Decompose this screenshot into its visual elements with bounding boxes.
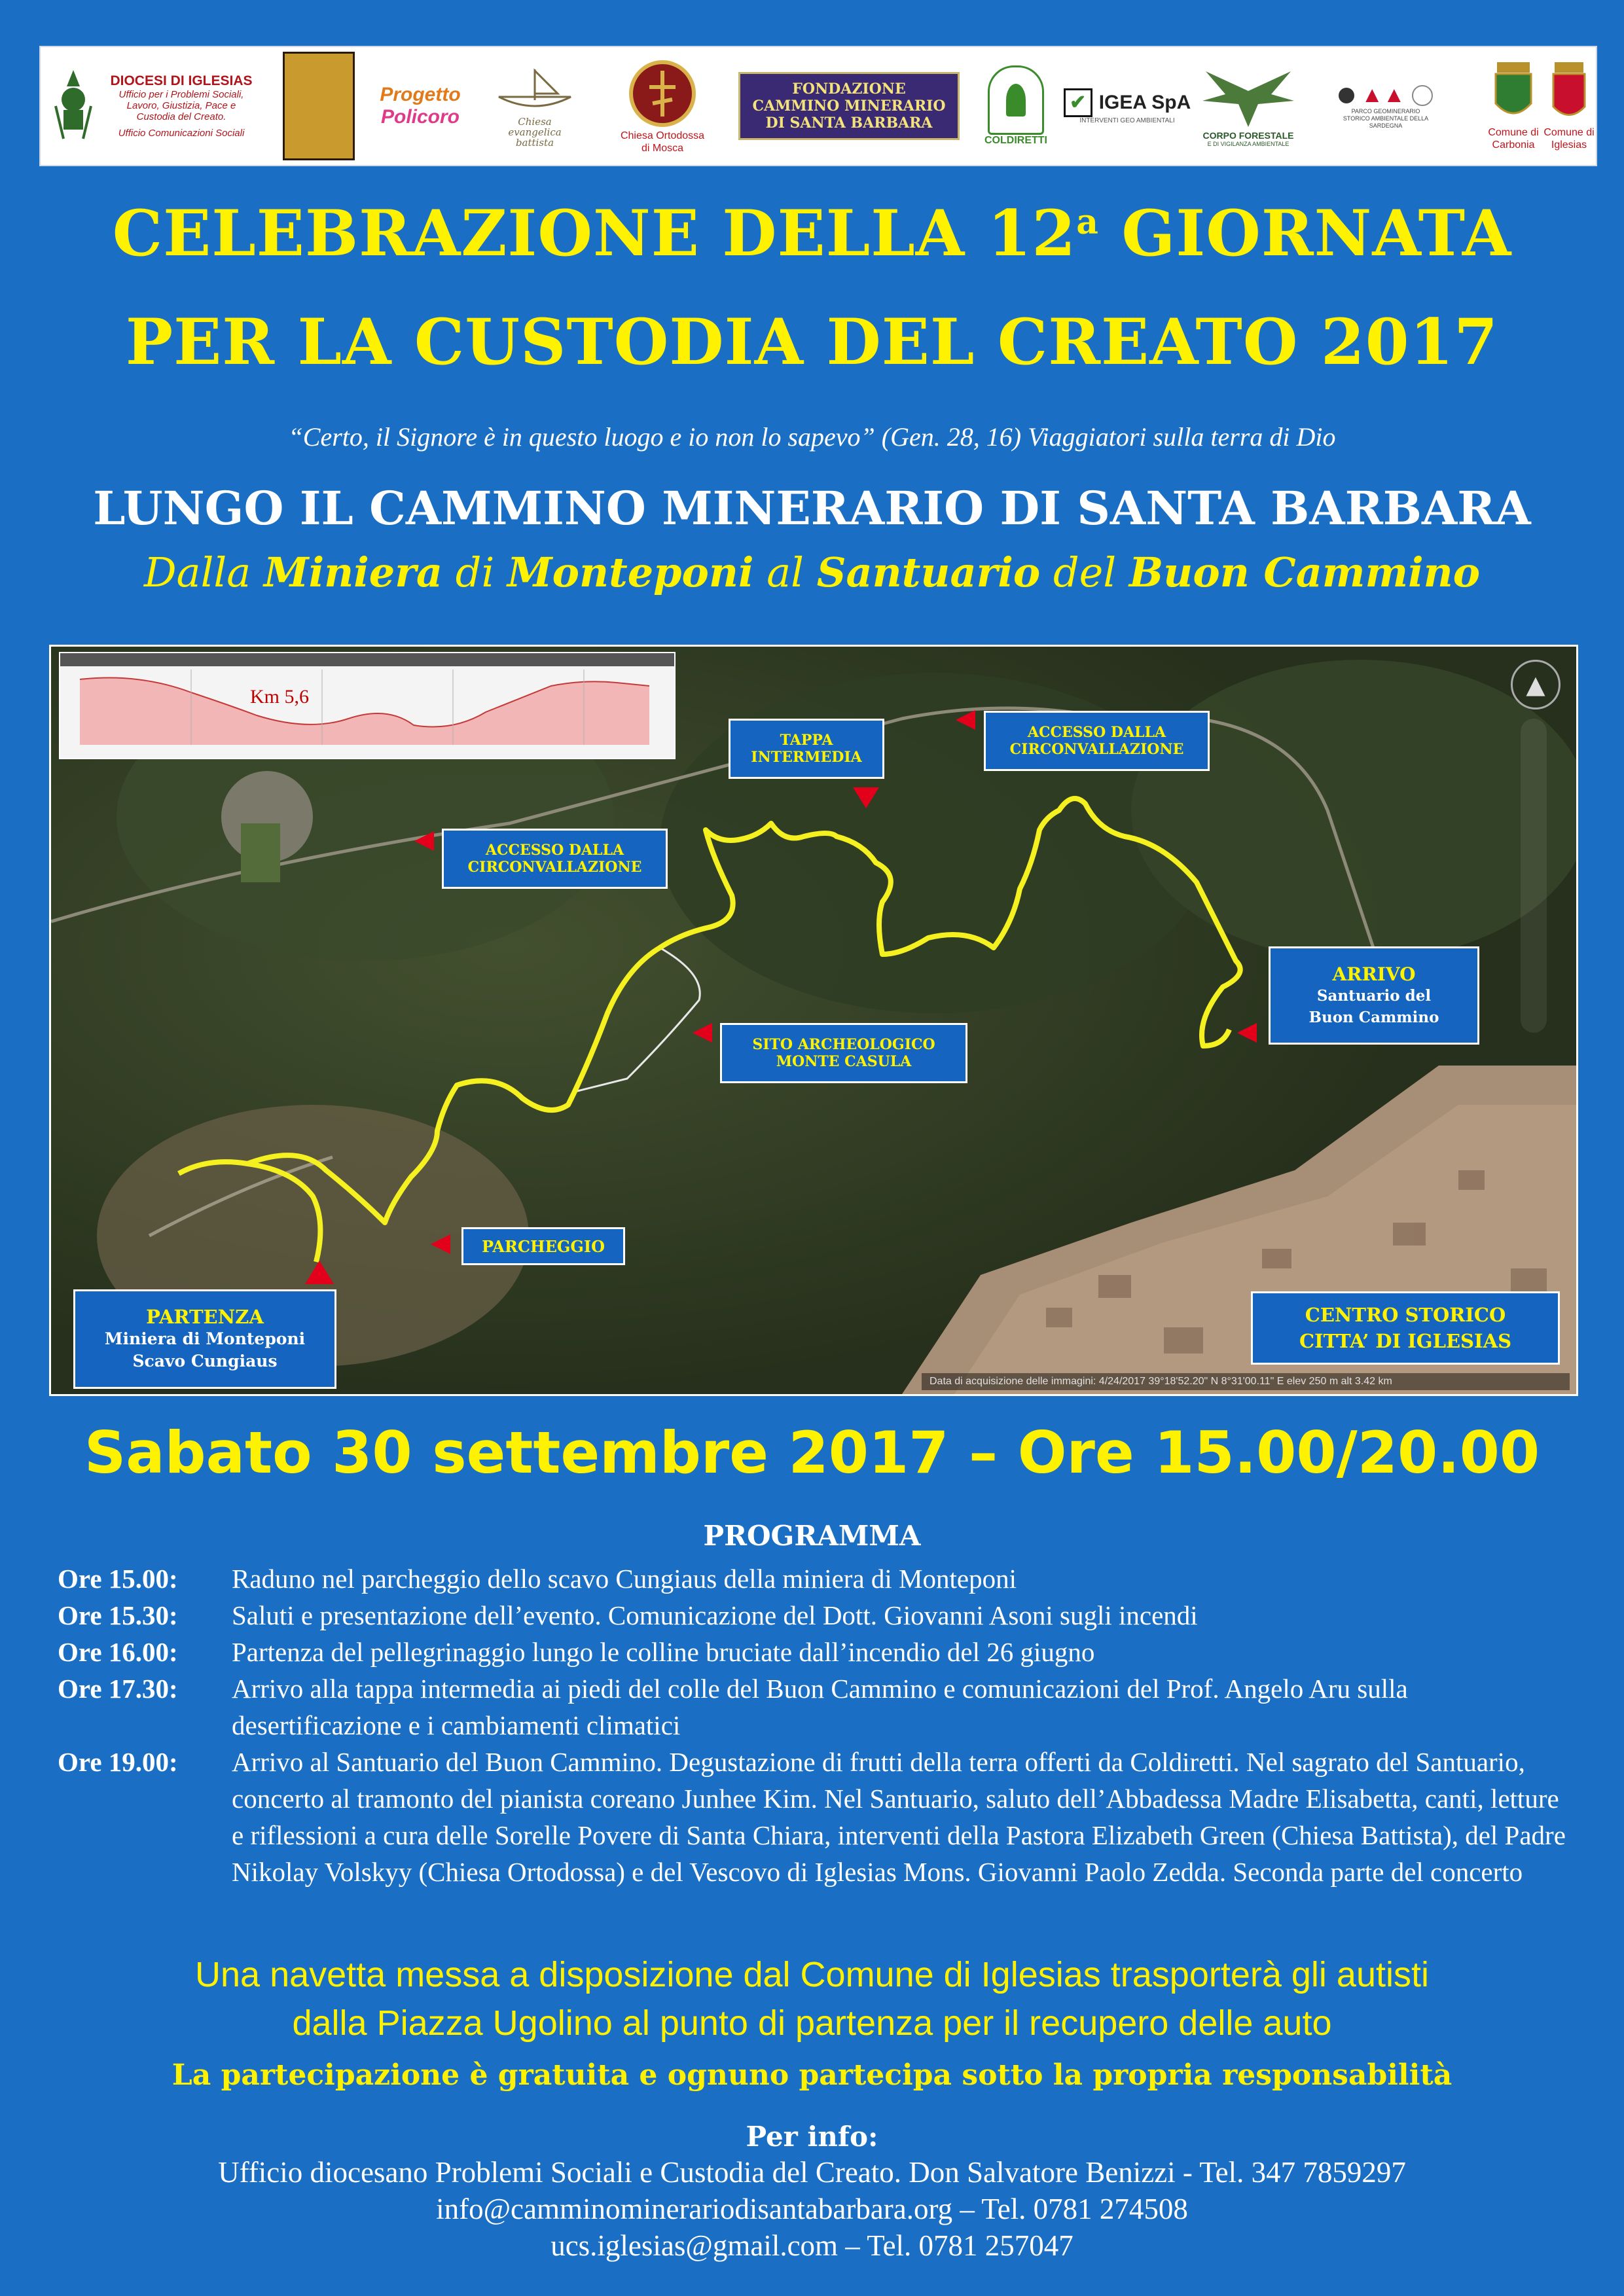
label-parcheggio: [461, 1227, 625, 1265]
route-word: Monteponi: [507, 548, 754, 596]
chiesa-ortodossa-logo: [610, 47, 715, 165]
igea-sub: INTERVENTI GEO AMBIENTALI: [1079, 117, 1175, 124]
leaf-icon: [988, 65, 1044, 135]
headline-line-1: [0, 196, 1624, 270]
label-sito-archeologico: [720, 1023, 967, 1083]
label-line: INTERMEDIA: [751, 749, 862, 766]
iglesias-line: Comune di: [1543, 127, 1595, 138]
progetto-label: Progetto: [380, 84, 461, 105]
forestale-line: E DI VIGILANZA AMBIENTALE: [1207, 141, 1290, 147]
check-icon: ✔: [1064, 88, 1092, 117]
diocesi-line: Custodia del Creato.: [136, 111, 226, 122]
label-line: CENTRO STORICO: [1305, 1304, 1506, 1326]
marker-partenza: [305, 1261, 334, 1284]
coldiretti-logo: [983, 47, 1049, 165]
diocesi-line: Lavoro, Giustizia, Pace e: [126, 100, 236, 111]
label-line: Miniera di Monteponi: [104, 1329, 306, 1348]
sacred-icon: [283, 47, 355, 165]
globe-icon: [1339, 88, 1354, 103]
route-word: di: [455, 548, 495, 596]
mountains-icon: ▲▲: [1361, 82, 1405, 107]
shuttle-line: Una navetta messa a disposizione dal Comune di Iglesias trasporterà gli autisti: [195, 1955, 1429, 1994]
shuttle-line: dalla Piazza Ugolino al punto di partenza per il recupero delle auto: [292, 2003, 1332, 2043]
label-line: TAPPA: [780, 732, 833, 749]
marker-accesso-top: [956, 710, 975, 730]
label-line: Buon Cammino: [1308, 1008, 1439, 1026]
elevation-profile: [59, 652, 676, 759]
label-line: Scavo Cungiaus: [132, 1352, 278, 1371]
label-line: MONTE CASULA: [776, 1053, 912, 1070]
iglesias-crest-icon: [1549, 61, 1589, 126]
marker-tappa: [853, 787, 879, 808]
info-line: Ufficio diocesano Problemi Sociali e Custodia del Creato. Don Salvatore Benizzi - Tel. 347 7859297: [218, 2156, 1406, 2189]
zoom-slider[interactable]: [1521, 719, 1547, 1033]
route-word: Santuario: [816, 548, 1041, 596]
diocesi-line: Ufficio per i Problemi Sociali,: [118, 89, 244, 100]
info-email-line[interactable]: info@camminominerariodisantabarbara.org – Tel. 0781 274508: [436, 2193, 1188, 2225]
label-line: Santuario del: [1316, 986, 1432, 1005]
marker-sito: [693, 1023, 712, 1043]
route-word: al: [767, 548, 804, 596]
headline-superscript: a: [1076, 202, 1099, 242]
programma-time: Ore 16.00:: [58, 1637, 178, 1667]
igea-label: IGEA SpA: [1098, 91, 1191, 113]
marker-arrivo: [1237, 1023, 1257, 1043]
route-word: Dalla: [143, 548, 251, 596]
ortodossa-line: di Mosca: [641, 143, 684, 154]
programma-item: [58, 1634, 1576, 1670]
programma-text: Raduno nel parcheggio dello scavo Cungiaus della miniera di Monteponi: [232, 1564, 1017, 1594]
chiesa-battista-logo: [460, 47, 610, 165]
label-line: ACCESSO DALLA: [1027, 724, 1166, 741]
programma-item: [58, 1670, 1576, 1744]
route-word: Buon Cammino: [1128, 548, 1481, 596]
battista-line: Chiesa: [518, 116, 552, 128]
corpo-forestale-logo: [1189, 47, 1307, 165]
elevation-header-bar: [60, 653, 674, 666]
shuttle-note: [0, 1950, 1624, 2047]
label-title: PARTENZA: [146, 1306, 264, 1328]
route-word: Miniera: [263, 548, 443, 596]
diocesi-title: DIOCESI DI IGLESIAS: [110, 73, 253, 88]
iglesias-line: Iglesias: [1551, 139, 1587, 151]
bible-quote: “Certo, il Signore è in questo luogo e io non lo sapevo” (Gen. 28, 16) Viaggiatori sulla terra di Dio: [288, 422, 1336, 452]
programma-text: Partenza del pellegrinaggio lungo le colline bruciate dall’incendio del 26 giugno: [232, 1637, 1095, 1667]
programma-item: [58, 1597, 1576, 1634]
route-word: del: [1053, 548, 1117, 596]
ortodossa-line: Chiesa Ortodossa: [620, 130, 705, 141]
label-arrivo: [1269, 946, 1479, 1045]
route-subtitle: [0, 548, 1624, 596]
coldiretti-label: COLDIRETTI: [984, 135, 1047, 146]
marker-parcheggio: [431, 1234, 450, 1254]
carbonia-line: Comune di: [1488, 127, 1539, 138]
participation-note: La partecipazione è gratuita e ognuno partecipa sotto la propria responsabilità: [171, 2058, 1453, 2092]
orthodox-emblem-icon: [623, 58, 702, 130]
programma-text: Arrivo al Santuario del Buon Cammino. Degustazione di frutti della terra offerti da Coldiretti. Nel sagrato del Santuario, concerto al tramonto del pianista coreano Junhee Kim. Nel Santuario, saluto dell’Abbadessa Madre Elisabetta, canti, letture e riflessioni a cura delle Sorelle Povere di Santa Chiara, interventi della Pastora Elizabeth Green (Chiesa Battista), del Padre Nikolay Volskyy (Chiesa Ortodossa) e del Vescovo di Iglesias Mons. Giovanni Paolo Zedda. Seconda parte del concerto: [232, 1747, 1566, 1887]
label-partenza: [73, 1289, 336, 1389]
diocesi-logo: [99, 47, 263, 165]
policoro-label: Policoro: [380, 106, 460, 128]
label-accesso-left: [442, 829, 668, 889]
parco-geominerario-logo: [1307, 47, 1464, 165]
info-email-line[interactable]: ucs.iglesias@gmail.com – Tel. 0781 257047: [550, 2229, 1074, 2262]
headline-line-2: PER LA CUSTODIA DEL CREATO 2017: [125, 305, 1499, 379]
eagle-icon: [1199, 65, 1297, 130]
label-line: CIRCONVALLAZIONE: [1009, 741, 1184, 758]
sponsor-band: [39, 46, 1597, 166]
headline-text: CELEBRAZIONE DELLA 12: [112, 196, 1077, 270]
carbonia-crest-icon: [1490, 61, 1536, 126]
programma-item: [58, 1560, 1576, 1597]
programma-time: Ore 15.30:: [58, 1600, 178, 1630]
label-line: CIRCONVALLAZIONE: [467, 859, 642, 876]
fondazione-line: CAMMINO MINERARIO: [752, 98, 946, 115]
fondazione-line: DI SANTA BARBARA: [765, 115, 933, 132]
label-line: SITO ARCHEOLOGICO: [752, 1036, 935, 1053]
programma-text: Arrivo alla tappa intermedia ai piedi del colle del Buon Cammino e comunicazioni del Prof. Angelo Aru sulla desertificazione e i cambiamenti climatici: [232, 1674, 1408, 1740]
battista-line: battista: [515, 137, 554, 149]
parco-label: PARCO GEOMINERARIO STORICO AMBIENTALE DELLA SARDEGNA: [1343, 108, 1429, 129]
label-line: ACCESSO DALLA: [485, 842, 624, 859]
igea-logo: [1062, 47, 1193, 165]
label-centro-storico: [1251, 1291, 1560, 1365]
route-title: LUNGO IL CAMMINO MINERARIO DI SANTA BARBARA: [93, 481, 1531, 535]
label-line: PARCHEGGIO: [481, 1236, 605, 1256]
progetto-policoro-logo: [371, 47, 469, 165]
distance-label: Km 5,6: [250, 686, 309, 708]
fondazione-logo: [721, 47, 977, 165]
headline-text: GIORNATA: [1098, 196, 1512, 270]
label-line: CITTA’ DI IGLESIAS: [1299, 1330, 1512, 1352]
programma-list: [58, 1560, 1576, 1890]
forestale-line: CORPO FORESTALE: [1202, 130, 1294, 141]
carbonia-line: Carbonia: [1492, 139, 1535, 151]
boat-icon: [496, 64, 574, 117]
route-map: [49, 645, 1578, 1396]
elevation-chart: [60, 666, 672, 757]
compass-icon[interactable]: ▲: [1511, 660, 1561, 709]
label-title: ARRIVO: [1332, 963, 1416, 985]
programma-item: [58, 1744, 1576, 1890]
map-status-bar: Data di acquisizione delle immagini: 4/24/2017 39°18'52.20" N 8°31'00.11" E elev 250 m alt 3.42 km: [922, 1373, 1570, 1390]
programma-time: Ore 19.00:: [58, 1747, 178, 1777]
diocesi-coat-of-arms-icon: [47, 47, 99, 165]
battista-line: evangelica: [508, 126, 562, 138]
label-accesso-top: [984, 711, 1210, 771]
info-block: [0, 2154, 1624, 2264]
programma-text: Saluti e presentazione dell’evento. Comunicazione del Dott. Giovanni Asoni sugli incendi: [232, 1600, 1198, 1630]
comune-iglesias-logo: [1540, 47, 1598, 165]
fondazione-box: [738, 72, 959, 140]
info-title: Per info:: [746, 2121, 878, 2153]
programma-time: Ore 15.00:: [58, 1564, 178, 1594]
label-tappa-intermedia: [729, 719, 884, 779]
fondazione-line: FONDAZIONE: [792, 81, 906, 98]
comune-carbonia-logo: [1477, 47, 1549, 165]
event-date: Sabato 30 settembre 2017 – Ore 15.00/20.00: [84, 1419, 1540, 1486]
diocesi-line: Ufficio Comunicazioni Sociali: [118, 128, 245, 139]
programma-title: PROGRAMMA: [703, 1520, 921, 1552]
programma-time: Ore 17.30:: [58, 1674, 178, 1704]
unesco-icon: [1412, 85, 1433, 106]
marker-accesso-left: [414, 831, 434, 851]
